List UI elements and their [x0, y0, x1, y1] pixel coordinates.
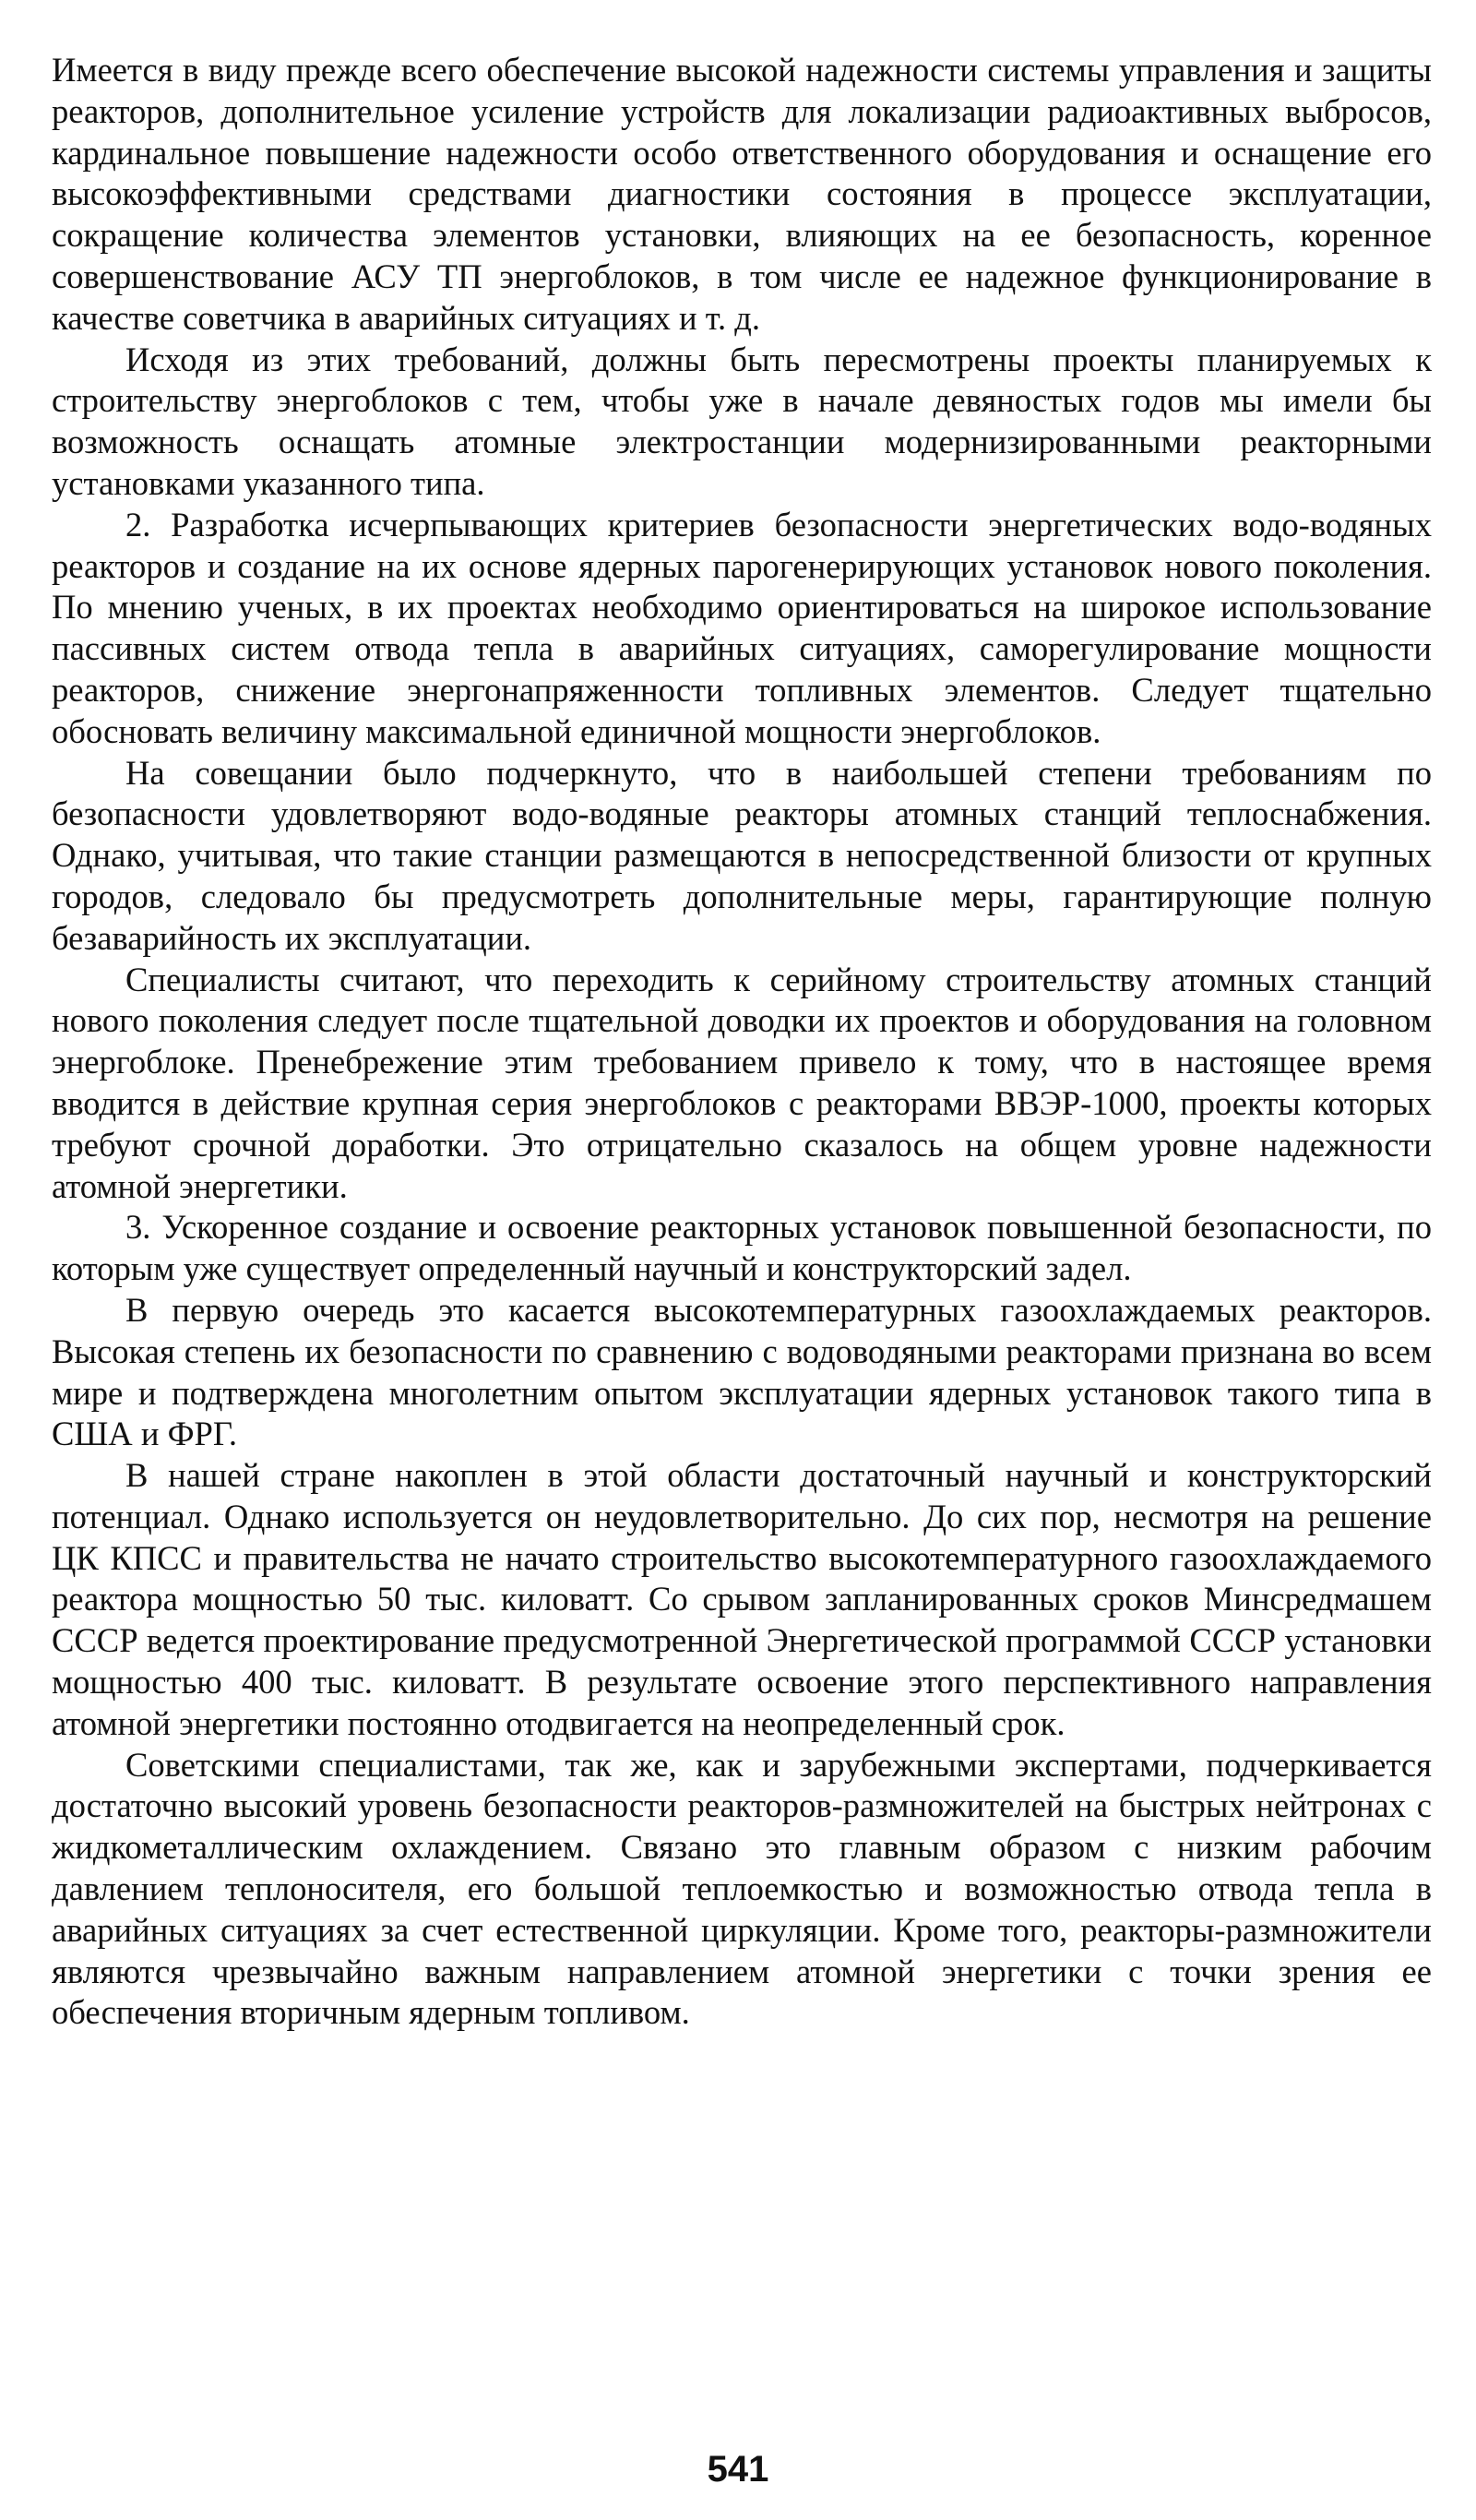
paragraph-5: Специалисты считают, что переходить к серийному строительству атомных станций нового поколения следует после тщательной доводки их проектов и оборудования на головном энергоблоке. Пренебрежение этим требованием привело к тому, что в настоящее время вводится в действие крупная серия энергоблоков с реакторами ВВЭР-1000, проекты которых требуют срочной доработки. Это отрицательно сказалось на общем уровне надежности атомной энергетики. — [52, 960, 1432, 1205]
paragraph-7: В первую очередь это касается высокотемпературных газоохлаждаемых реакторов. Высокая степень их безопасности по сравнению с водоводяными реакторами признана во всем мире и подтверждена многолетним опытом эксплуатации ядерных установок такого типа в США и ФРГ. — [52, 1290, 1432, 1453]
paragraph-6: 3. Ускоренное создание и освоение реакторных установок повышенной безопасности, по которым уже существует определенный научный и конструкторский задел. — [52, 1208, 1432, 1288]
paragraph-9: Советскими специалистами, так же, как и зарубежными экспертами, подчеркивается достаточно высокий уровень безопасности реакторов-размножителей на быстрых нейтронах с жидкометаллическим охлаждением. Связано это главным образом с низким рабочим давлением теплоносителя, его большой теплоемкостью и возможностью отвода тепла в аварийных ситуациях за счет естественной циркуляции. Кроме того, реакторы-размножители являются чрезвычайно важным направлением атомной энергетики с точки зрения ее обеспечения вторичным ядерным топливом. — [52, 1745, 1432, 2032]
paragraph-4: На совещании было подчеркнуто, что в наибольшей степени требованиям по безопасности удовлетворяют водо-водяные реакторы атомных станций теплоснабжения. Однако, учитывая, что такие станции размещаются в непосредственной близости от крупных городов, следовало бы предусмотреть дополнительные меры, гарантирующие полную безаварийность их эксплуатации. — [52, 753, 1432, 957]
page-body — [52, 50, 1432, 2034]
paragraph-1: Имеется в виду прежде всего обеспечение высокой надежности системы управления и защиты реакторов, дополнительное усиление устройств для локализации радиоактивных выбросов, кардинальное повышение надежности особо ответственного оборудования и оснащение его высокоэффективными средствами диагностики состояния в процессе эксплуатации, сокращение количества элементов установки, влияющих на ее безопасность, коренное совершенствование АСУ ТП энергоблоков, в том числе ее надежное функционирование в качестве советчика в аварийных ситуациях и т. д. — [52, 51, 1432, 337]
paragraph-3: 2. Разработка исчерпывающих критериев безопасности энергетических водо-водяных реакторов и создание на их основе ядерных парогенерирующих установок нового поколения. По мнению ученых, в их проектах необходимо ориентироваться на широкое использование пассивных систем отвода тепла в аварийных ситуациях, саморегулирование мощности реакторов, снижение энергонапряженности топливных элементов. Следует тщательно обосновать величину максимальной единичной мощности энергоблоков. — [52, 505, 1432, 750]
paragraph-2: Исходя из этих требований, должны быть пересмотрены проекты планируемых к строительству энергоблоков с тем, чтобы уже в начале девяностых годов мы имели бы возможность оснащать атомные электростанции модернизированными реакторными установками указанного типа. — [52, 340, 1432, 502]
paragraph-8: В нашей стране накоплен в этой области достаточный научный и конструкторский потенциал. Однако используется он неудовлетворительно. До сих пор, несмотря на решение ЦК КПСС и правительства не начато строительство высокотемпературного газоохлаждаемого реактора мощностью 50 тыс. киловатт. Со срывом запланированных сроков Минсредмашем СССР ведется проектирование предусмотренной Энергетической программой СССР установки мощностью 400 тыс. киловатт. В результате освоение этого перспективного направления атомной энергетики постоянно отодвигается на неопределенный срок. — [52, 1456, 1432, 1742]
page-number: 541 — [707, 2449, 769, 2490]
